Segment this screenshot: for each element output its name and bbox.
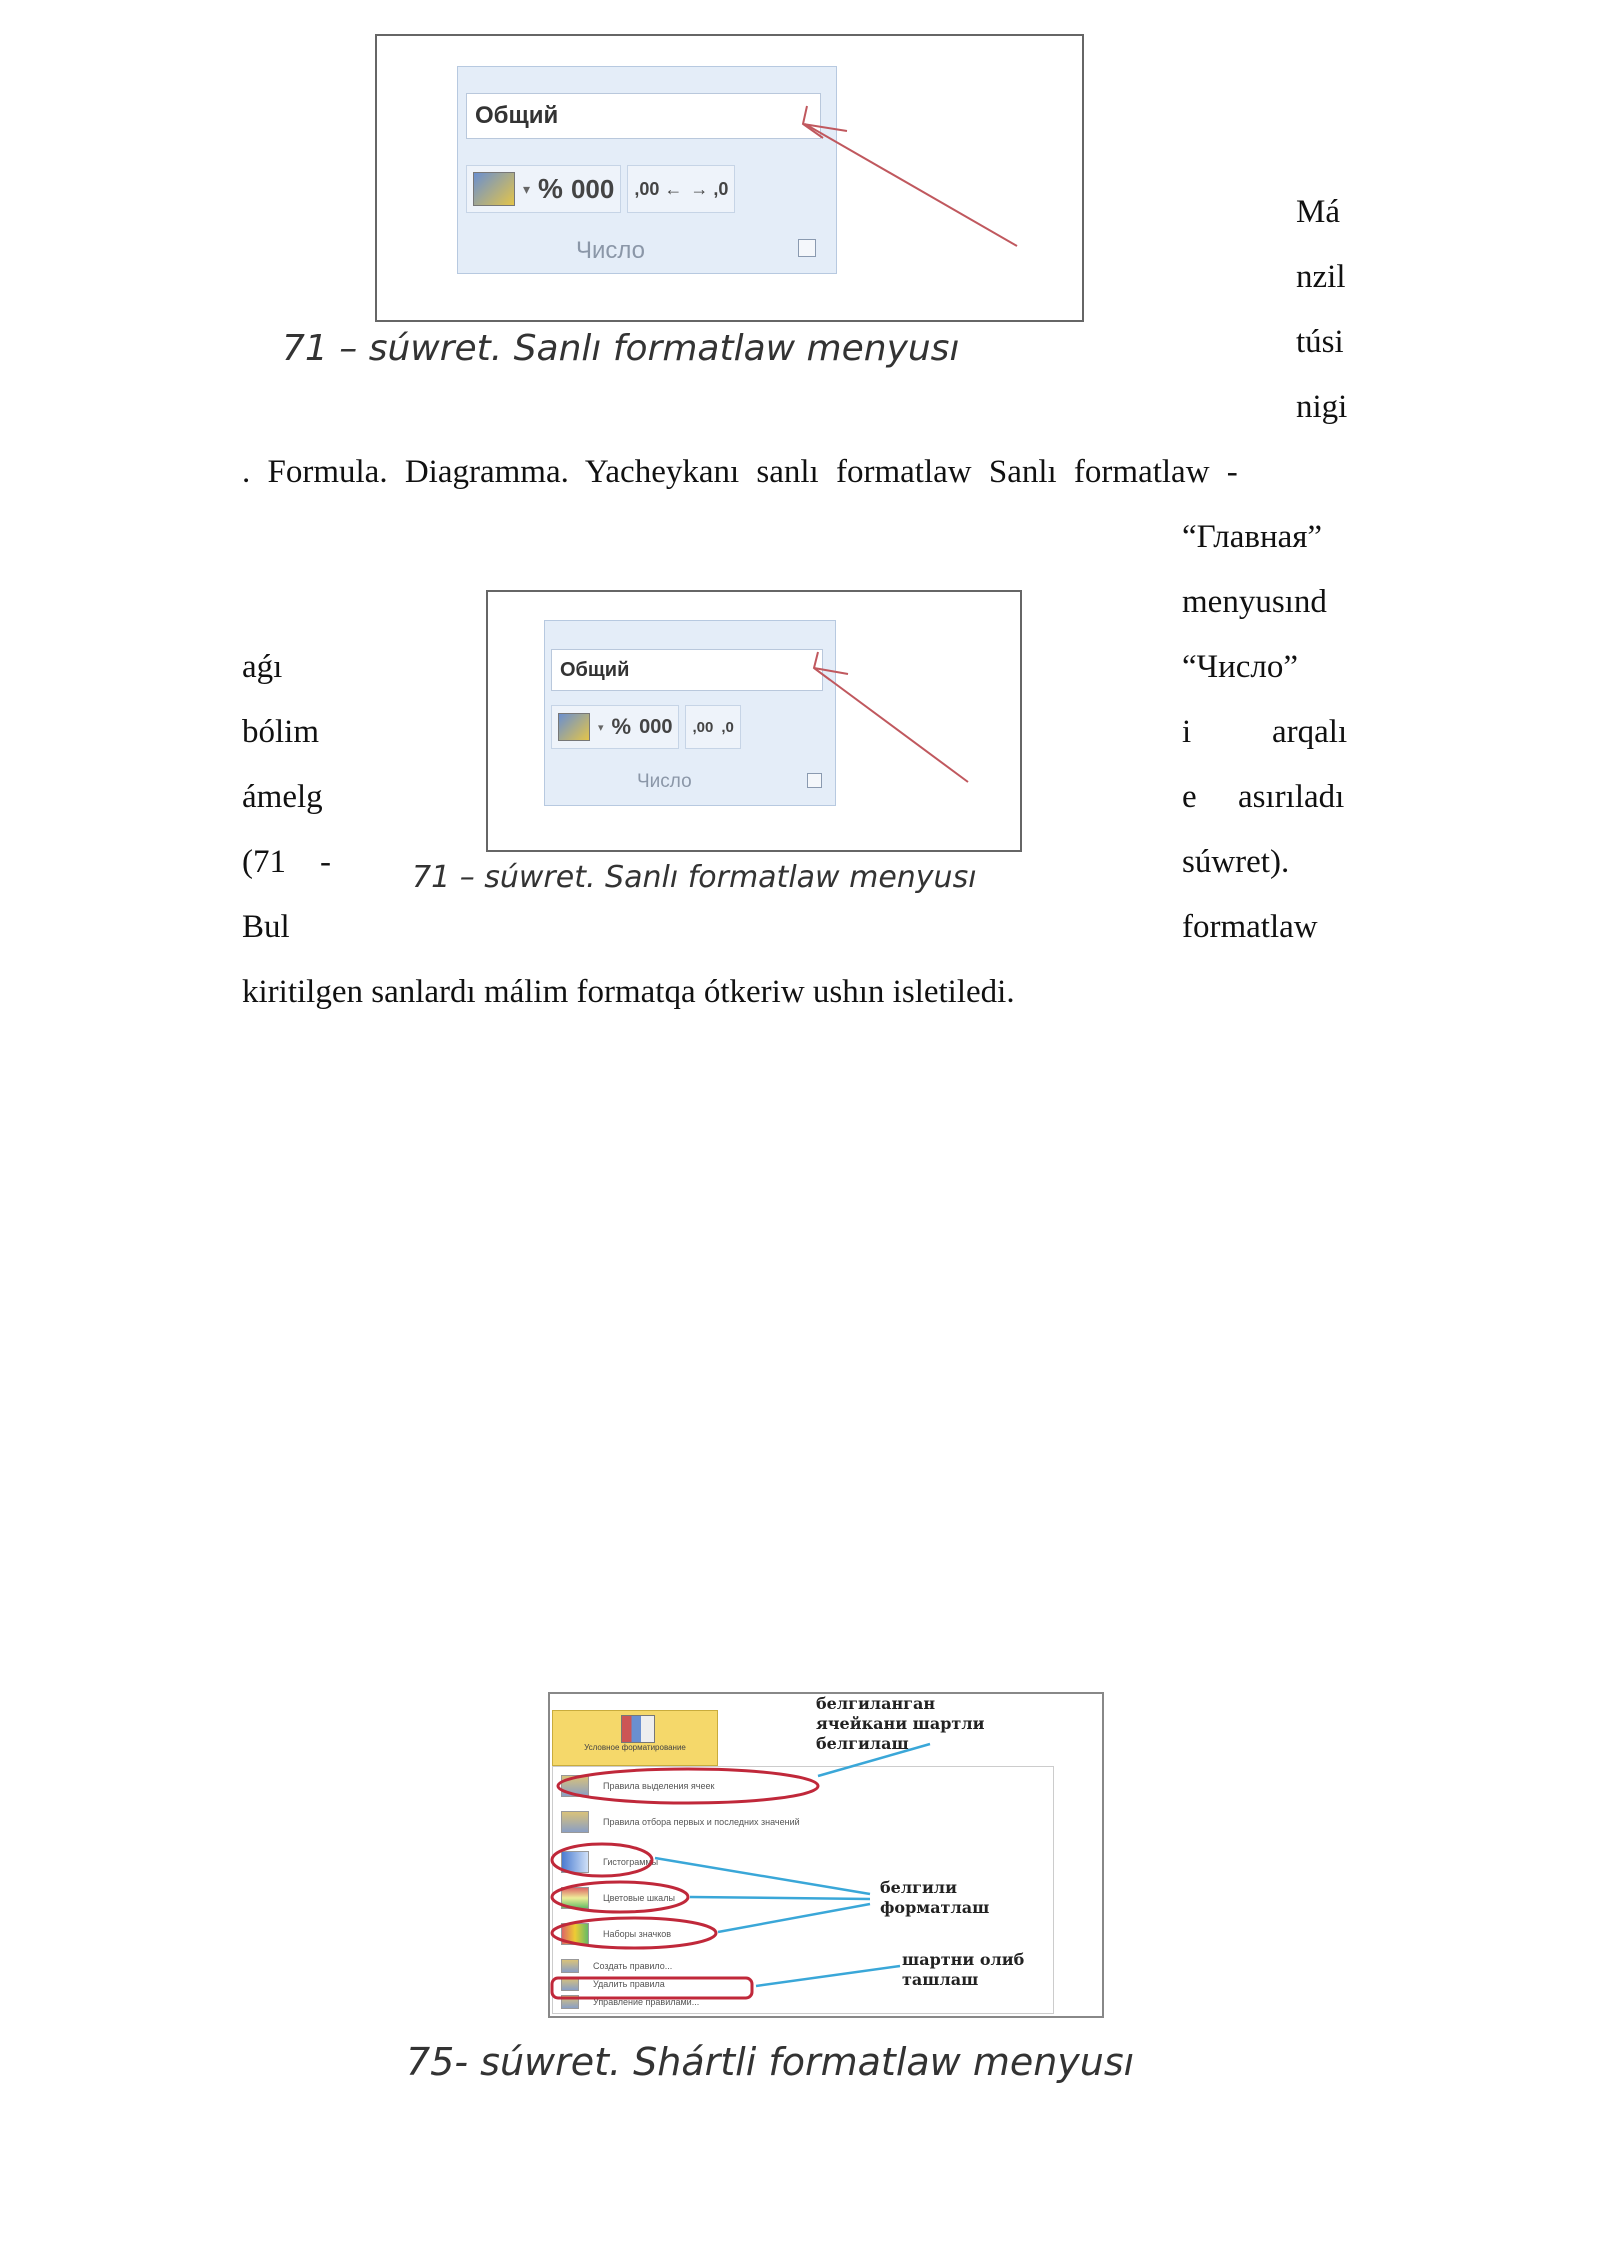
col-word: túsi <box>1296 324 1344 360</box>
menu-item[interactable]: Цветовые шкалы <box>561 1885 1033 1911</box>
col-word: arqalı <box>1272 714 1348 750</box>
chevron-down-icon[interactable]: ▾ <box>598 721 604 734</box>
annotation-formatting: белгили форматлаш <box>880 1878 990 1917</box>
button-label: Условное форматирование <box>584 1743 686 1752</box>
col-word: ámelg <box>242 779 323 815</box>
col-word: “Число” <box>1182 649 1299 685</box>
pointer-arrow <box>488 592 1020 850</box>
annotation-overlay <box>550 1694 1102 2016</box>
figure-2-caption: 71 – súwret. Sanlı formatlaw menyusı <box>412 860 977 895</box>
figure-1 <box>375 34 1084 322</box>
col-word: formatlaw <box>1182 909 1318 945</box>
col-word: - <box>320 844 331 880</box>
menu-item[interactable]: Управление правилами... <box>561 1993 1033 2011</box>
col-word: nzil <box>1296 259 1346 295</box>
increase-decimal-button[interactable]: ,00 ← <box>634 178 683 199</box>
menu-item[interactable]: Создать правило... <box>561 1957 1033 1975</box>
paragraph-line-1 <box>242 454 1356 491</box>
col-word: e <box>1182 779 1197 815</box>
col-word: bólim <box>242 714 320 750</box>
annotation-remove-rules: шартни олиб ташлаш <box>902 1950 1025 1989</box>
col-word: (71 <box>242 844 286 880</box>
decrease-decimal-button[interactable]: ,0 <box>721 718 734 736</box>
increase-decimal-button[interactable]: ,00 <box>692 718 714 736</box>
menu-item[interactable]: Гистограммы <box>561 1849 1033 1875</box>
number-format-combo[interactable]: Общий <box>466 93 821 139</box>
menu-item[interactable]: Удалить правила <box>561 1975 1033 1993</box>
col-word: aǵı <box>242 649 283 685</box>
col-word: i <box>1182 714 1192 750</box>
figure-2 <box>486 590 1022 852</box>
pointer-arrow <box>377 36 1082 320</box>
percent-button[interactable]: % <box>611 714 632 739</box>
menu-item[interactable]: Наборы значков <box>561 1921 1033 1947</box>
paragraph-text: . Formula. Diagramma. Yacheykanı sanlı formatlaw Sanlı formatlaw - <box>242 454 1238 490</box>
thousands-separator-button[interactable]: 000 <box>639 715 673 738</box>
group-label: Число <box>576 237 646 264</box>
annotation-cell-rules: белгиланган ячейкани шартли белгилаш <box>816 1694 985 1753</box>
menu-item[interactable]: Правила отбора первых и последних значений <box>561 1809 1033 1835</box>
col-word: nigi <box>1296 389 1348 425</box>
figure-3 <box>548 1692 1104 2018</box>
figure-1-caption: 71 – súwret. Sanlı formatlaw menyusı <box>282 328 960 369</box>
col-word: súwret). <box>1182 844 1290 880</box>
chevron-down-icon[interactable]: ▾ <box>523 180 531 197</box>
paragraph-line-last: kiritilgen sanlardı málim formatqa ótkeriw ushın isletiledi. <box>242 974 1015 1010</box>
menu-item[interactable]: Правила выделения ячеек <box>561 1773 1033 1799</box>
group-label: Число <box>637 771 692 792</box>
col-word: “Главная” <box>1182 519 1323 555</box>
number-format-combo[interactable]: Общий <box>551 649 823 691</box>
col-word: Má <box>1296 194 1340 230</box>
percent-button[interactable]: % <box>538 173 563 204</box>
col-word: menyusınd <box>1182 584 1327 620</box>
col-word: Bul <box>242 909 290 945</box>
decrease-decimal-button[interactable]: → ,0 <box>690 178 729 199</box>
figure-3-caption: 75- súwret. Shártli formatlaw menyusı <box>406 2040 1135 2084</box>
col-word: asırıladı <box>1238 779 1345 815</box>
thousands-separator-button[interactable]: 000 <box>570 173 615 204</box>
